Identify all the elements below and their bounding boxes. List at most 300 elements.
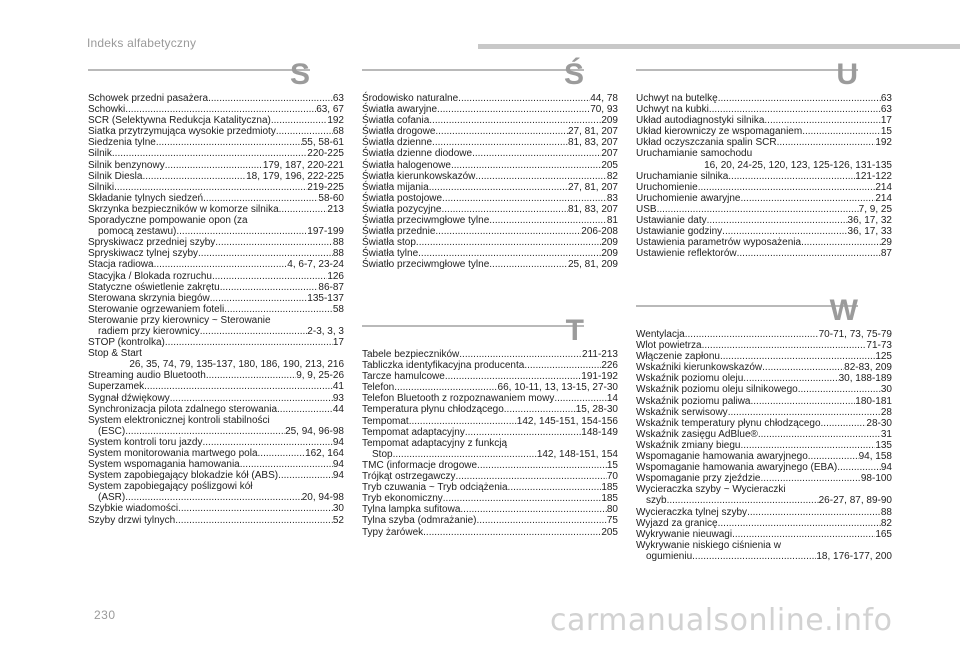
index-entry (636, 137, 892, 148)
index-entry (362, 493, 618, 504)
entry-pages: 179, 187, 220-221 (262, 159, 344, 171)
entry-pages: 25, 94, 96-98 (285, 425, 344, 437)
entry-pages: 93 (332, 392, 344, 404)
entry-term: Telefon Bluetooth z rozpoznawaniem mowy (362, 393, 555, 405)
entry-term: Światła pozycyjne (362, 203, 442, 215)
entry-pages: 185 (601, 493, 618, 505)
entry-pages: 52 (332, 514, 344, 526)
entry-pages: 135-137 (307, 292, 344, 304)
entry-pages: 15 (606, 459, 618, 471)
entry-pages: 17 (332, 337, 344, 349)
entry-term: Silniki (88, 181, 115, 193)
entry-pages: 44 (332, 403, 344, 415)
section-letter: S (289, 58, 310, 91)
entry-term: SCR (Selektywna Redukcja Katalityczna) (88, 115, 271, 127)
entry-term: (ASR) (98, 492, 126, 504)
index-entry (636, 384, 892, 395)
entry-term: Sygnał dźwiękowy (88, 392, 170, 404)
entry-pages: 81, 83, 207 (567, 203, 618, 215)
index-entry (636, 215, 892, 226)
entry-term: Wykrywanie nieuwagi (636, 528, 733, 540)
entry-pages: 44, 78 (590, 93, 618, 104)
entry-term: Temperatura płynu chłodzącego (362, 404, 504, 416)
dot-leader (460, 504, 606, 515)
dot-leader (165, 160, 263, 171)
entry-term: Wspomaganie hamowania awaryjnego (636, 451, 808, 463)
dot-leader (472, 148, 601, 159)
index-entry (362, 93, 618, 104)
entry-term: Wentylacja (636, 329, 685, 340)
index-entry (636, 529, 892, 540)
entry-pages: 205 (601, 526, 618, 538)
entry-term: Sporadyczne pompowanie opon (za (88, 215, 248, 227)
entry-term: Światło przeciwmgłowe tylne (362, 259, 490, 271)
entry-pages: 68 (332, 126, 344, 138)
dot-leader (475, 171, 606, 182)
entry-term: Wskaźnik poziomu oleju silnikowego (636, 384, 798, 396)
dot-leader (718, 93, 881, 104)
index-entry (88, 193, 344, 204)
entry-term: Uruchamianie silnika (636, 170, 729, 182)
entry-term: radiem przy kierownicy (98, 325, 200, 337)
dot-leader (441, 204, 567, 215)
dot-leader (112, 148, 307, 159)
index-entry (88, 393, 344, 404)
entry-pages: 88 (332, 248, 344, 260)
index-entry (362, 148, 618, 159)
entry-pages: 162, 164 (305, 448, 344, 459)
index-entry (88, 426, 344, 437)
entry-pages: 98-100 (860, 473, 892, 485)
index-section-s (88, 60, 344, 526)
dot-leader (761, 473, 861, 484)
index-section-s-acute (362, 60, 618, 271)
entry-pages: 30, 188-189 (838, 373, 892, 385)
entry-term: Włączenie zapłonu (636, 351, 720, 363)
entry-term: Ustawienia parametrów wyposażenia (636, 237, 802, 249)
dot-leader (524, 360, 601, 371)
index-entry (362, 360, 618, 371)
entry-term: Wskaźnik serwisowy (636, 406, 728, 418)
index-entry (88, 259, 344, 270)
entry-term: Schowki (88, 104, 126, 116)
entry-pages: 209 (601, 248, 618, 260)
dot-leader (692, 551, 816, 562)
index-entry (636, 473, 892, 484)
index-entry (88, 415, 344, 426)
dot-leader (200, 326, 308, 337)
entry-pages: 142, 145-151, 154-156 (516, 415, 618, 427)
entry-pages: 165 (875, 528, 892, 540)
dot-leader (762, 362, 844, 373)
entry-term: Siatka przytrzymująca wysokie przedmioty (88, 126, 276, 138)
entry-term: Streaming audio Bluetooth (88, 370, 206, 382)
index-entry (636, 507, 892, 518)
entry-term: TMC (informacje drogowe (362, 459, 478, 471)
entry-pages: 55, 58-61 (301, 137, 344, 149)
section-divider (362, 314, 584, 347)
index-entry (636, 171, 892, 182)
dot-leader (198, 248, 333, 259)
entry-pages: 70 (606, 471, 618, 483)
index-entry (362, 482, 618, 493)
index-entry (636, 329, 892, 340)
index-entry (636, 551, 892, 562)
dot-leader (777, 137, 876, 148)
section-divider (636, 294, 858, 327)
index-entry (636, 484, 892, 495)
index-entry (362, 193, 618, 204)
entry-term: Wskaźnik zmiany biegu (636, 439, 741, 451)
entry-pages: 220-225 (307, 148, 344, 160)
dot-leader (215, 237, 333, 248)
entry-term: Tempomat adaptacyjny z funkcją (362, 437, 508, 449)
index-entry (88, 503, 344, 514)
index-entry (88, 160, 344, 171)
dot-leader (707, 215, 848, 226)
dot-leader (737, 248, 881, 259)
index-entry (362, 504, 618, 515)
entry-term: Wlot powietrza (636, 340, 702, 352)
index-entry (636, 351, 892, 362)
index-entry (362, 471, 618, 482)
entry-term: Wspomaganie przy zjeździe (636, 473, 761, 485)
index-entry (362, 438, 618, 449)
entry-term: Trójkąt ostrzegawczy (362, 471, 456, 483)
index-entry (636, 373, 892, 384)
entry-list (636, 329, 892, 562)
index-entry (636, 148, 892, 159)
index-entry (88, 304, 344, 315)
entry-pages: 205 (601, 159, 618, 171)
index-entry (88, 404, 344, 415)
index-entry (362, 226, 618, 237)
index-entry (636, 182, 892, 193)
entry-pages: 87 (880, 248, 892, 260)
entry-pages: 4, 6-7, 23-24 (287, 259, 344, 271)
entry-pages: 18, 176-177, 200 (816, 550, 892, 562)
entry-term: Wspomaganie hamowania awaryjnego (EBA) (636, 462, 838, 474)
index-entry (362, 393, 618, 404)
dot-leader (224, 304, 333, 315)
entry-term: Silnik Diesla (88, 170, 143, 182)
index-entry (636, 540, 892, 551)
entry-term: Telefon (362, 382, 395, 394)
entry-pages: 63, 67 (316, 104, 344, 116)
dot-leader (418, 248, 601, 259)
dot-leader (554, 393, 607, 404)
entry-term: Światła halogenowe (362, 159, 451, 171)
page-header-title: Indeks alfabetyczny (87, 36, 197, 50)
entry-pages: 17 (880, 115, 892, 127)
index-entry (88, 437, 344, 448)
dot-leader (435, 126, 568, 137)
entry-term: Tempomat (362, 415, 409, 427)
index-entry (88, 93, 344, 104)
entry-pages: 30 (332, 503, 344, 515)
index-entry (362, 171, 618, 182)
entry-pages: 94 (332, 436, 344, 448)
index-entry (88, 359, 344, 370)
dot-leader (758, 429, 881, 440)
entry-pages: 197-199 (307, 226, 344, 238)
dot-leader (458, 93, 590, 104)
entry-pages: 28 (880, 406, 892, 418)
entry-term: System zapobiegający poślizgowi kół (88, 481, 253, 493)
entry-pages: 58-60 (318, 192, 344, 204)
entry-term: STOP (kontrolka) (88, 337, 165, 349)
entry-pages: 14 (606, 393, 618, 405)
entry-pages: 9, 9, 25-26 (296, 370, 344, 382)
index-entry (88, 104, 344, 115)
index-entry (636, 462, 892, 473)
entry-term: Światła dzienne (362, 137, 433, 149)
index-entry (362, 204, 618, 215)
index-entry (636, 126, 892, 137)
entry-term: Siedzenia tylne (88, 137, 156, 149)
dot-leader (142, 171, 246, 182)
index-entry (362, 115, 618, 126)
entry-pages: 94 (880, 462, 892, 474)
index-entry (88, 448, 344, 459)
index-entry (88, 515, 344, 526)
entry-pages: 82 (880, 517, 892, 529)
dot-leader (747, 507, 881, 518)
index-entry (88, 492, 344, 503)
dot-leader (728, 171, 855, 182)
entry-pages: 70-71, 73, 75-79 (818, 329, 892, 340)
entry-term: Tarcze hamulcowe (362, 371, 445, 383)
dot-leader (125, 492, 302, 503)
dot-leader (206, 370, 296, 381)
dot-leader (144, 381, 333, 392)
entry-pages: 75 (606, 515, 618, 527)
dot-leader (477, 460, 607, 471)
entry-term: Stacyjka / Blokada rozruchu (88, 270, 212, 282)
entry-pages: 82-83, 209 (844, 362, 892, 374)
entry-pages: 125 (875, 351, 892, 363)
index-section-t (362, 316, 618, 538)
dot-leader (271, 115, 327, 126)
index-section-u (636, 60, 892, 259)
entry-pages: 209 (601, 237, 618, 249)
entry-term: Uruchamianie samochodu (636, 148, 753, 160)
entry-term: Tabele bezpieczników (362, 349, 460, 360)
index-entry (88, 459, 344, 470)
index-section-w (636, 296, 892, 562)
entry-pages: 148-149 (581, 426, 618, 438)
entry-term: Silnik (88, 148, 112, 160)
entry-term: Światła postojowe (362, 192, 443, 204)
dot-leader (394, 382, 497, 393)
entry-pages: 36, 17, 32 (847, 215, 892, 227)
dot-leader (432, 137, 568, 148)
section-divider (636, 58, 858, 91)
index-entry (362, 104, 618, 115)
entry-term: Superzamek (88, 381, 145, 393)
entry-term: Statyczne oświetlenie zakrętu (88, 281, 220, 293)
dot-leader (203, 437, 333, 448)
entry-term: Sterowanie przy kierownicy ~ Sterowanie (88, 314, 271, 326)
entry-list (88, 93, 344, 526)
dot-leader (722, 226, 847, 237)
index-entry (362, 527, 618, 538)
entry-term: Światła awaryjne (362, 104, 438, 116)
index-entry (636, 407, 892, 418)
entry-pages: 219-225 (307, 181, 344, 193)
dot-leader (279, 204, 328, 215)
dot-leader (175, 515, 333, 526)
entry-pages: 211-213 (582, 349, 618, 360)
entry-pages: 41 (332, 381, 344, 393)
index-entry (636, 204, 892, 215)
entry-term: USB (636, 203, 657, 215)
dot-leader (657, 204, 859, 215)
entry-pages: 142, 148-151, 154 (536, 448, 618, 460)
entry-list (362, 349, 618, 538)
entry-term: Składanie tylnych siedzeń (88, 192, 204, 204)
entry-pages: 86-87 (318, 281, 344, 293)
entry-pages: 27, 81, 207 (567, 181, 618, 193)
entry-term: System zapobiegający blokadzie kół (ABS) (88, 470, 279, 482)
dot-leader (170, 393, 333, 404)
entry-term: Szyby drzwi tylnych (88, 514, 176, 526)
section-letter: W (829, 294, 858, 327)
dot-leader (220, 282, 319, 293)
index-entry (88, 470, 344, 481)
entry-pages: 226 (601, 360, 618, 372)
dot-leader (203, 193, 318, 204)
index-entry (88, 348, 344, 359)
entry-pages: 209 (601, 115, 618, 127)
dot-leader (764, 115, 880, 126)
entry-term: Światła mijania (362, 181, 429, 193)
entry-pages: 31 (880, 428, 892, 440)
entry-pages: 2-3, 3, 3 (307, 325, 344, 337)
dot-leader (720, 351, 875, 362)
dot-leader (808, 451, 859, 462)
dot-leader (423, 527, 601, 538)
entry-term: Ustawianie godziny (636, 226, 723, 238)
dot-leader (278, 470, 333, 481)
index-entry (362, 515, 618, 526)
index-entry (362, 237, 618, 248)
index-entry (636, 248, 892, 259)
entry-pages: 83 (606, 192, 618, 204)
entry-term: Stacja radiowa (88, 259, 154, 271)
index-entry (362, 416, 618, 427)
dot-leader (465, 427, 581, 438)
entry-pages: 7, 9, 25 (858, 203, 892, 215)
entry-pages: 88 (332, 237, 344, 249)
index-entry (88, 326, 344, 337)
entry-term: Uruchomienie awaryjne (636, 192, 741, 204)
entry-term: Typy żarówek (362, 526, 424, 538)
index-entry (88, 171, 344, 182)
entry-pages: 135 (875, 439, 892, 451)
entry-pages: 30 (880, 384, 892, 396)
dot-leader (125, 104, 316, 115)
dot-leader (154, 259, 288, 270)
entry-term: (ESC) (98, 425, 126, 437)
entry-term: System elektronicznej kontroli stabilności (88, 414, 270, 426)
entry-pages: 185 (601, 482, 618, 494)
dot-leader (459, 349, 582, 360)
index-entry (362, 449, 618, 460)
entry-pages: 94, 158 (858, 451, 892, 463)
entry-pages: 15 (880, 126, 892, 138)
index-entry (362, 126, 618, 137)
entry-term: Uruchomienie (636, 181, 698, 193)
index-entry (362, 137, 618, 148)
entry-term: Światła kierunkowskazów (362, 170, 476, 182)
entry-pages: 36, 17, 33 (847, 226, 892, 238)
entry-term: Wycieraczka tylnej szyby (636, 506, 748, 518)
entry-term: Stop (372, 448, 393, 460)
index-entry (88, 226, 344, 237)
entry-term: pomocą zestawu) (98, 226, 177, 238)
entry-term: System kontroli toru jazdy (88, 436, 203, 448)
dot-leader (489, 215, 607, 226)
dot-leader (429, 182, 568, 193)
entry-pages: 63 (880, 104, 892, 116)
entry-term: Układ autodiagnostyki silnika (636, 115, 765, 127)
dot-leader (451, 160, 601, 171)
entry-term: Ustawienie reflektorów (636, 248, 737, 260)
index-entry (636, 193, 892, 204)
index-entry (362, 248, 618, 259)
index-entry (88, 237, 344, 248)
entry-pages: 206-208 (581, 226, 618, 238)
entry-pages: 207 (601, 148, 618, 160)
entry-term: Tempomat adaptacyjny (362, 426, 465, 438)
section-divider (362, 58, 584, 91)
index-entry (88, 293, 344, 304)
entry-term: Wykrywanie niskiego ciśnienia w (636, 539, 781, 551)
index-entry (88, 481, 344, 492)
entry-term: ogumieniu (646, 550, 693, 562)
index-entry (362, 160, 618, 171)
entry-pages: 70, 93 (590, 104, 618, 116)
index-entry (362, 382, 618, 393)
dot-leader (445, 371, 581, 382)
index-entry (636, 418, 892, 429)
entry-term: Wskaźniki kierunkowskazów (636, 362, 763, 374)
page-number: 230 (94, 608, 116, 622)
dot-leader (429, 115, 601, 126)
index-entry (636, 451, 892, 462)
entry-pages: 82 (606, 170, 618, 182)
index-entry (362, 371, 618, 382)
dot-leader (178, 503, 333, 514)
entry-term: Silnik benzynowy (88, 159, 165, 171)
index-entry (636, 104, 892, 115)
entry-term: Synchronizacja pilota zdalnego sterowania (88, 403, 278, 415)
dot-leader (208, 93, 333, 104)
index-entry (88, 337, 344, 348)
index-entry (636, 429, 892, 440)
index-entry (88, 315, 344, 326)
entry-term: Wskaźnik temperatury płynu chłodzącego (636, 417, 821, 429)
dot-leader (740, 440, 875, 451)
index-entry (88, 248, 344, 259)
entry-term: System monitorowania martwego pola (88, 448, 258, 459)
entry-pages: 20, 94-98 (301, 492, 344, 504)
entry-pages: 25, 81, 209 (567, 259, 618, 271)
dot-leader (240, 459, 333, 470)
entry-pages: 88 (880, 506, 892, 518)
dot-leader (393, 449, 537, 460)
